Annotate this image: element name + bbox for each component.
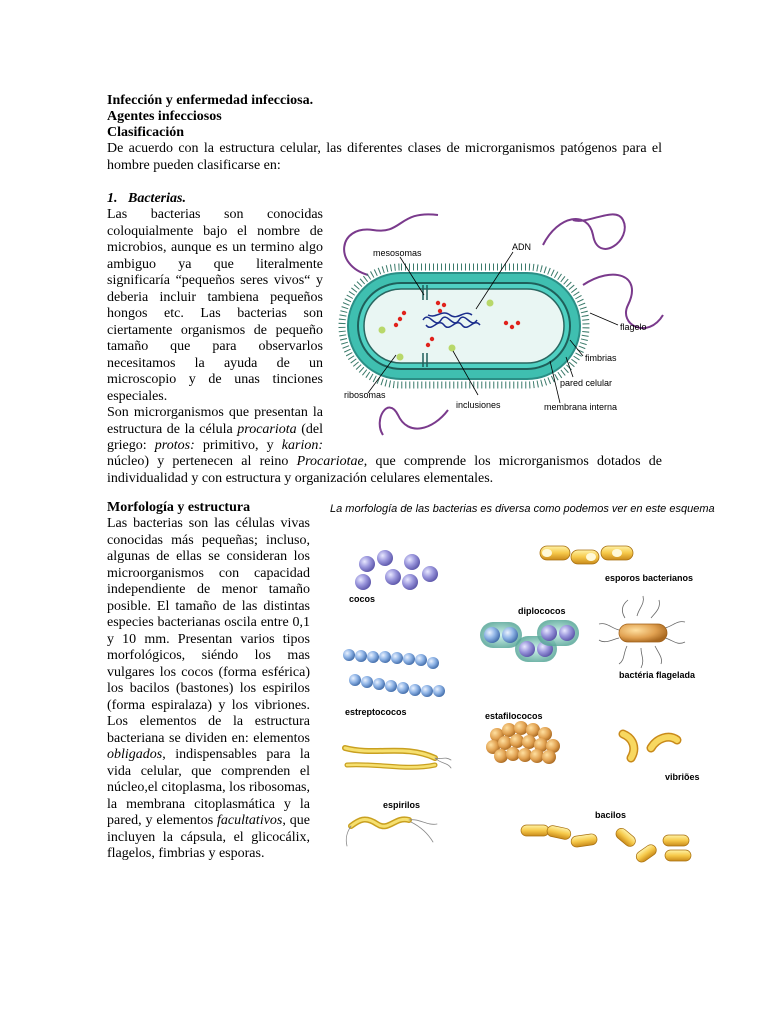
paragraph-line: microorganismos con capacidad (107, 565, 310, 581)
paragraph-line: tamaño que para observarlos (107, 339, 323, 354)
streptococci-chain-1 (343, 649, 439, 669)
paragraph-line: Las bacterias son las células vivas (107, 516, 310, 531)
inclusion (379, 327, 386, 334)
section-title: Bacterias. (128, 191, 186, 206)
bacilli (521, 825, 691, 865)
classification-heading: Clasificación (107, 125, 184, 140)
label-cocos: cocos (349, 594, 376, 604)
inclusion (487, 300, 494, 307)
spores (540, 546, 633, 564)
paragraph-line: morfológicos, siéndo los mas (107, 648, 310, 663)
paragraph-line: los bacilos (bastones) los espirilos (107, 681, 310, 696)
staphylococci-cluster (486, 721, 560, 764)
vibrios (623, 731, 681, 758)
paragraph-line: especies bacterianas oscila entre 0,1 (107, 615, 310, 630)
label-bacilos: bacilos (595, 810, 627, 820)
flagellated-body (619, 624, 667, 642)
paragraph-line: Son microrganismos que presentan la (107, 405, 323, 420)
paragraph-line: incluyen la cápsula, el glicocálix, (107, 829, 310, 845)
label-vibriones: vibriões (665, 772, 700, 782)
paragraph-line: vulgares los cocos (forma esférica) (107, 664, 310, 680)
inclusion (449, 345, 456, 352)
paragraph-line: estructura de la célula procariota (del (107, 421, 324, 437)
paragraph-line: necesitamos la ayuda de un (107, 355, 323, 371)
label-pared-celular: pared celular (560, 378, 613, 388)
label-estafilococos: estafilococos (485, 711, 543, 721)
intro-line: hombre pueden clasificarse en: (107, 157, 281, 173)
bacteria-morphology-diagram (335, 530, 713, 870)
label-mesosomas: mesosomas (373, 248, 422, 258)
paragraph-line: (forma espiralaza) y los vibriones. (107, 697, 310, 713)
diplococci (480, 620, 579, 662)
paragraph-line: especiales. (107, 388, 168, 404)
prokaryote-continuation (107, 454, 662, 487)
label-ribosomas: ribosomas (344, 390, 386, 400)
section-bacterias-heading (107, 191, 186, 208)
paragraph-line: núcleo,el citoplasma, los ribosomas, (107, 780, 310, 795)
paragraph-line: ambiguo ya que literalmente (107, 256, 323, 272)
label-esporos: esporos bacterianos (605, 573, 694, 583)
morphology-paragraph (107, 516, 310, 863)
inclusion (397, 354, 404, 361)
label-flagelada: bactéria flagelada (619, 670, 696, 680)
intro-line: De acuerdo con la estructura celular, las diferentes clases de microrganismos patógenos para el (107, 141, 662, 156)
flagellum-top (543, 214, 625, 249)
agents-heading: Agentes infecciosos (107, 109, 222, 124)
morphology-heading: Morfología y estructura (107, 500, 251, 515)
label-inclusiones: inclusiones (456, 400, 501, 410)
paragraph-line: y 10 mm. Presentan varios tipos (107, 631, 310, 647)
paragraph-line: bacteriana se dividen en: elementos (107, 730, 310, 746)
paragraph-line: pared, y elementos facultativos, que (107, 813, 310, 828)
paragraph-line: flagelos, fimbrias y esporas. (107, 846, 265, 861)
section-number: 1. (107, 191, 118, 206)
paragraph-line: significaría “pequeños seres vivos“ y (107, 273, 323, 288)
label-espirilos: espirilos (383, 800, 421, 810)
paragraph-line: microbios, aunque es un termino algo (107, 240, 323, 255)
bacteria-paragraph (107, 207, 323, 455)
label-fimbrias: fimbrias (585, 353, 617, 363)
intro-paragraph (107, 141, 662, 174)
paragraph-line: deberia incluir tambiena pequeños (107, 289, 323, 305)
paragraph-line: vida celular, que comprenden el (107, 763, 310, 779)
paragraph-line: individualidad y con estructura y organización celulares elementales. (107, 470, 494, 486)
spirilla (345, 748, 451, 846)
paragraph-line: griego: protos: primitivo, y karion: (107, 438, 323, 453)
streptococci-chain-2 (349, 674, 445, 697)
label-adn: ADN (512, 242, 532, 252)
paragraph-line: ciertamente organismos de pequeño (107, 322, 323, 338)
flagellum-bottom (380, 408, 448, 435)
prokaryotic-cell-diagram (328, 205, 673, 437)
paragraph-line: microscopio y de unas tinciones (107, 372, 323, 387)
paragraph-line: la membrana citoplasmática y la (107, 796, 310, 812)
paragraph-line: Los elementos de la estructura (107, 714, 310, 729)
label-estreptococos: estreptococos (345, 707, 407, 717)
morphology-caption: La morfología de las bacterias es diversa como podemos ver en este esquema (330, 503, 715, 515)
paragraph-line: coloquialmente bajo el nombre de (107, 223, 323, 239)
label-diplococos: diplococos (518, 606, 566, 616)
paragraph-line: algunas de ellas se consideran los (107, 549, 310, 564)
paragraph-line: núcleo) y pertenecen al reino Procariotae, que comprende los microrganismos dotados de (107, 454, 662, 469)
paragraph-line: conocidas más pequeñas; incluso, (107, 532, 310, 548)
paragraph-line: Las bacterias son conocidas (107, 207, 323, 222)
label-flagelo: flagelo (620, 322, 647, 332)
paragraph-line: posible. El tamaño de las distintas (107, 598, 310, 614)
label-membrana-interna: membrana interna (544, 402, 618, 412)
paragraph-line: hongos etc. Las bacterias son (107, 306, 323, 321)
paragraph-line: obligados, indispensables para la (107, 747, 310, 762)
flagellum-right (583, 275, 663, 329)
cocos-cluster (355, 550, 438, 590)
document-title: Infección y enfermedad infecciosa. (107, 93, 314, 108)
paragraph-line: independiente de menor tamaño (107, 582, 310, 597)
